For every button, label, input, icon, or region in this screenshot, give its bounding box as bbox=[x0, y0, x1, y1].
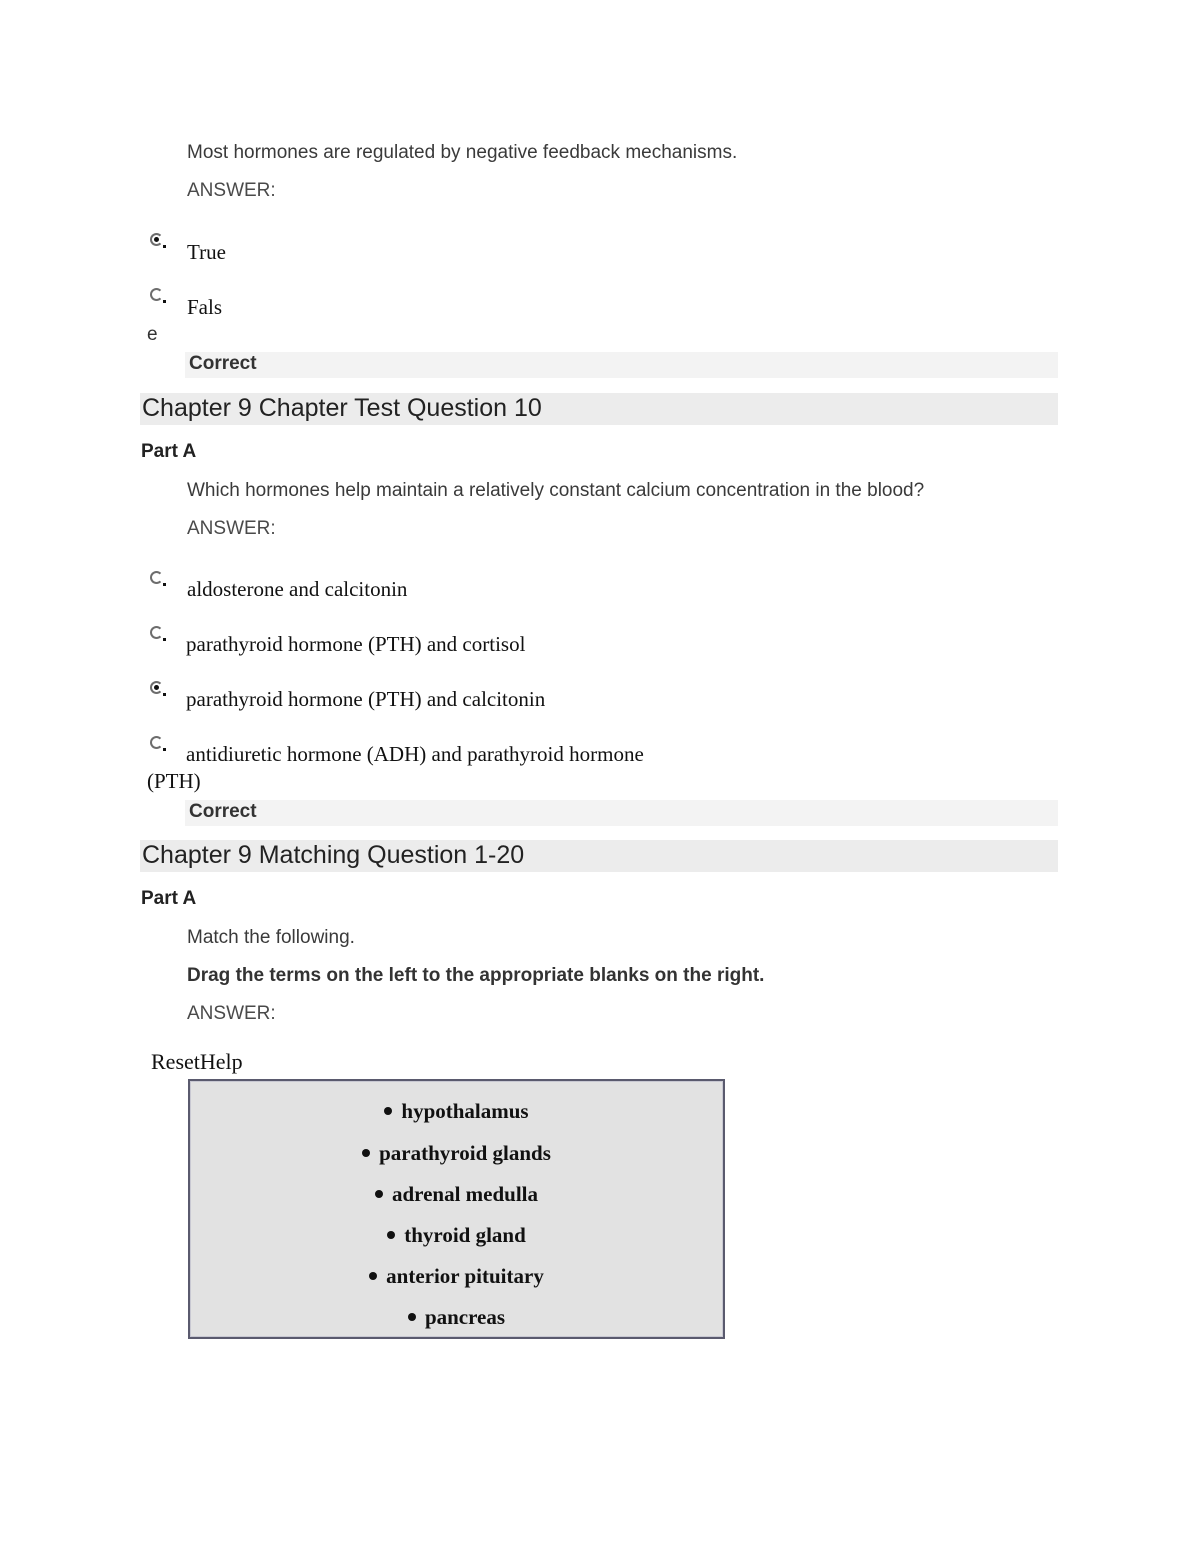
option-label[interactable]: parathyroid hormone (PTH) and cortisol bbox=[186, 632, 526, 656]
question-prompt: Most hormones are regulated by negative feedback mechanisms. bbox=[187, 142, 738, 163]
term-label: hypothalamus bbox=[401, 1099, 529, 1123]
radio-option-2[interactable] bbox=[150, 626, 163, 639]
radio-option-1[interactable] bbox=[150, 571, 163, 584]
part-label: Part A bbox=[141, 441, 197, 462]
draggable-term[interactable] bbox=[190, 1305, 723, 1330]
option-label[interactable]: parathyroid hormone (PTH) and calcitonin bbox=[186, 687, 546, 711]
option-label-wrap: e bbox=[147, 324, 158, 345]
draggable-term[interactable] bbox=[190, 1141, 723, 1166]
feedback-text: Correct bbox=[189, 801, 257, 822]
draggable-term[interactable] bbox=[190, 1182, 723, 1207]
term-label: anterior pituitary bbox=[386, 1264, 544, 1288]
bullet-icon bbox=[384, 1107, 392, 1115]
answer-label: ANSWER: bbox=[187, 1003, 276, 1024]
question-prompt: Match the following. bbox=[187, 927, 355, 948]
option-label-wrap: (PTH) bbox=[147, 769, 201, 793]
instruction-text: Drag the terms on the left to the appropriate blanks on the right. bbox=[187, 965, 765, 986]
draggable-term[interactable] bbox=[190, 1223, 723, 1248]
option-label[interactable]: Fals bbox=[187, 295, 223, 319]
bullet-icon bbox=[408, 1313, 416, 1321]
feedback-bar bbox=[185, 800, 1058, 826]
draggable-term[interactable] bbox=[190, 1264, 723, 1289]
feedback-bar bbox=[185, 352, 1058, 378]
chapter-title: Chapter 9 Matching Question 1-20 bbox=[142, 841, 525, 869]
draggable-term[interactable] bbox=[190, 1099, 723, 1124]
answer-label: ANSWER: bbox=[187, 180, 276, 201]
radio-true[interactable] bbox=[150, 233, 163, 246]
chapter-header bbox=[140, 393, 1058, 425]
question-prompt: Which hormones help maintain a relatively constant calcium concentration in the blood? bbox=[187, 480, 925, 501]
bullet-icon bbox=[387, 1231, 395, 1239]
bullet-icon bbox=[375, 1190, 383, 1198]
option-label[interactable]: aldosterone and calcitonin bbox=[187, 577, 408, 601]
option-label[interactable]: True bbox=[187, 240, 226, 264]
radio-option-4[interactable] bbox=[150, 736, 163, 749]
reset-help-links bbox=[151, 1049, 243, 1075]
bullet-icon bbox=[369, 1272, 377, 1280]
term-label: thyroid gland bbox=[404, 1223, 526, 1247]
part-label: Part A bbox=[141, 888, 197, 909]
term-label: parathyroid glands bbox=[379, 1141, 551, 1165]
help-link[interactable]: Help bbox=[199, 1049, 243, 1074]
radio-false[interactable] bbox=[150, 288, 163, 301]
bullet-icon bbox=[362, 1149, 370, 1157]
chapter-title: Chapter 9 Chapter Test Question 10 bbox=[142, 394, 542, 422]
answer-label: ANSWER: bbox=[187, 518, 276, 539]
feedback-text: Correct bbox=[189, 353, 257, 374]
radio-option-3[interactable] bbox=[150, 681, 163, 694]
chapter-header bbox=[140, 840, 1058, 872]
term-label: pancreas bbox=[424, 1305, 506, 1329]
term-bank bbox=[188, 1079, 725, 1339]
reset-link[interactable]: Reset bbox=[151, 1049, 200, 1074]
option-label[interactable]: antidiuretic hormone (ADH) and parathyroid hormone bbox=[186, 742, 644, 766]
term-label: adrenal medulla bbox=[391, 1182, 539, 1206]
